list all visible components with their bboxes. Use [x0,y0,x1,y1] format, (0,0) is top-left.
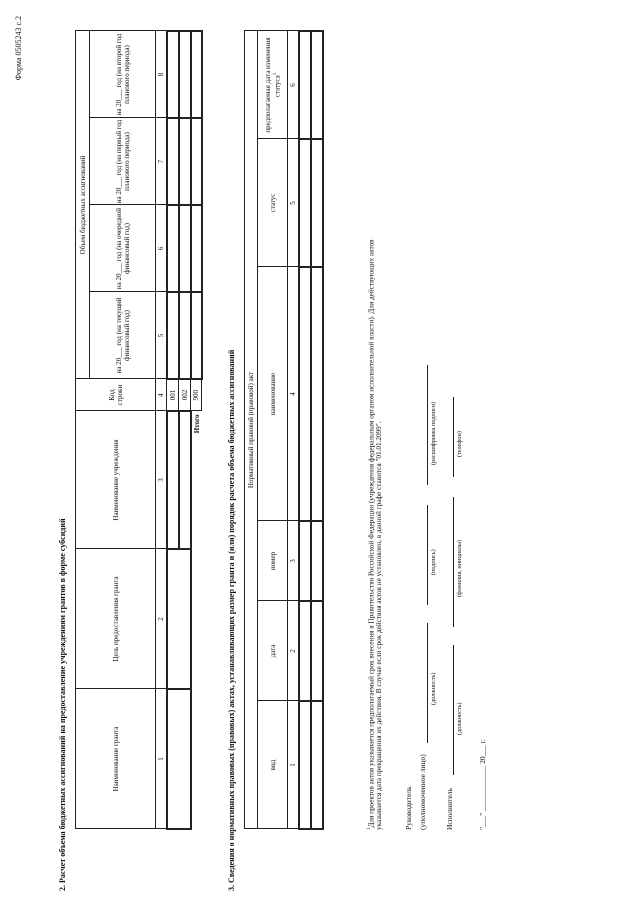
form-label: Форма 0505243 с.2 [14,16,23,81]
cell-act-status-date[interactable] [299,31,311,139]
cell-value[interactable] [179,31,191,118]
col-number: 5 [288,139,299,267]
total-value[interactable] [191,205,202,292]
cell-grant-name[interactable] [167,689,191,829]
col-number: 1 [156,689,167,829]
header-number: номер [258,521,288,601]
total-value[interactable] [191,292,202,379]
cell-grant-goal[interactable] [167,549,191,689]
phone-caption: (телефон) [456,431,463,457]
cell-act-type[interactable] [299,701,311,829]
cell-act-name[interactable] [299,267,311,521]
cell-row-code: 002 [179,379,191,411]
header-grant-goal: Цель предоставления гранта [76,549,156,689]
header-act-group: Нормативный правовой (правовой) акт [245,31,258,829]
header-name: наименование [258,267,288,521]
executor-fullname-line[interactable] [452,497,454,627]
cell-value[interactable] [179,205,191,292]
decoding-caption: (расшифровка подписи) [430,401,437,465]
cell-act-type[interactable] [311,701,323,829]
cell-act-date[interactable] [299,601,311,701]
cell-act-date[interactable] [311,601,323,701]
total-code: 900 [191,379,202,411]
executor-label: Исполнитель [445,788,454,830]
cell-value[interactable] [167,31,179,118]
header-current-year: на 20___ год (на текущий финансовый год) [90,292,156,379]
table-row [299,31,311,829]
table-row [311,31,323,829]
cell-act-number[interactable] [299,521,311,601]
cell-value[interactable] [179,118,191,205]
cell-row-code: 001 [167,379,179,411]
table-row [167,31,179,829]
cell-act-status-date[interactable] [311,31,323,139]
head-label: Руководитель [404,786,413,830]
col-number: 2 [156,549,167,689]
executor-position-line[interactable] [452,645,454,775]
header-status: статус [258,139,288,267]
head-position-line[interactable] [426,623,428,743]
col-number: 6 [156,205,167,292]
header-budget-volume: Объем бюджетных ассигнований [76,31,90,379]
header-row-code: Код строки [76,379,156,411]
grants-calculation-table [75,30,203,830]
cell-value[interactable] [179,292,191,379]
col-number: 6 [288,31,299,139]
cell-institution[interactable] [179,411,191,549]
executor-phone-line[interactable] [452,397,454,477]
col-number: 3 [288,521,299,601]
cell-act-status[interactable] [299,139,311,267]
total-label: Итого [192,414,201,434]
cell-value[interactable] [167,292,179,379]
executor-position-caption: (должность) [456,702,463,735]
total-value[interactable] [191,31,202,118]
header-institution-name: Наименование учреждения [76,411,156,549]
head-sublabel: (уполномоченное лицо) [418,754,427,830]
cell-act-name[interactable] [311,267,323,521]
header-date: дата [258,601,288,701]
total-row [191,31,202,829]
header-second-plan-year: на 20___ год (на второй год планового периода) [90,31,156,118]
section-2-title: 2. Расчет объема бюджетных ассигнований на предоставление учреждениям грантов в форме субсидий [58,518,67,891]
col-number: 4 [288,267,299,521]
col-number: 8 [156,31,167,118]
cell-act-status[interactable] [311,139,323,267]
header-next-year: на 20___ год (на очередной финансовый год) [90,205,156,292]
cell-institution[interactable] [167,411,179,549]
col-number: 2 [288,601,299,701]
col-number: 7 [156,118,167,205]
cell-value[interactable] [167,118,179,205]
section-3-title: 3. Сведения о нормативных правовых (правовых) актах, устанавливающих размер гранта и (или) порядок расчета объема бюджетных ассигнований [227,349,236,891]
date-line: "___" ____________ 20___ г. [478,739,487,830]
col-number: 4 [156,379,167,411]
col-number: 1 [288,701,299,829]
head-decoding-line[interactable] [426,365,428,485]
header-status-date: предполагаемая дата изменения статуса$^1$ [258,31,288,139]
legal-acts-table [244,30,324,830]
header-type: вид [258,701,288,829]
head-signature-line[interactable] [426,505,428,605]
total-value[interactable] [191,118,202,205]
col-number: 3 [156,411,167,549]
cell-value[interactable] [167,205,179,292]
cell-act-number[interactable] [311,521,323,601]
signature-caption: (подпись) [430,549,437,575]
header-first-plan-year: на 20___ год (на первый год планового периода) [90,118,156,205]
fullname-caption: (фамилия, инициалы) [456,539,463,597]
header-grant-name: Наименование гранта [76,689,156,829]
footnote-line-1: $^1$Для проектов актов указывается предполагаемый срок внесения в Правительство Российской Федерации (учреждения федеральным органом исполнительной власти). Для действующих актов [367,239,376,830]
footnote-line-2: указывается дата прекращения их действия. В случае если срок действия актов не установлен, в данной графе ставится "01.01.2099". [375,421,383,830]
position-caption: (должность) [430,672,437,705]
col-number: 5 [156,292,167,379]
